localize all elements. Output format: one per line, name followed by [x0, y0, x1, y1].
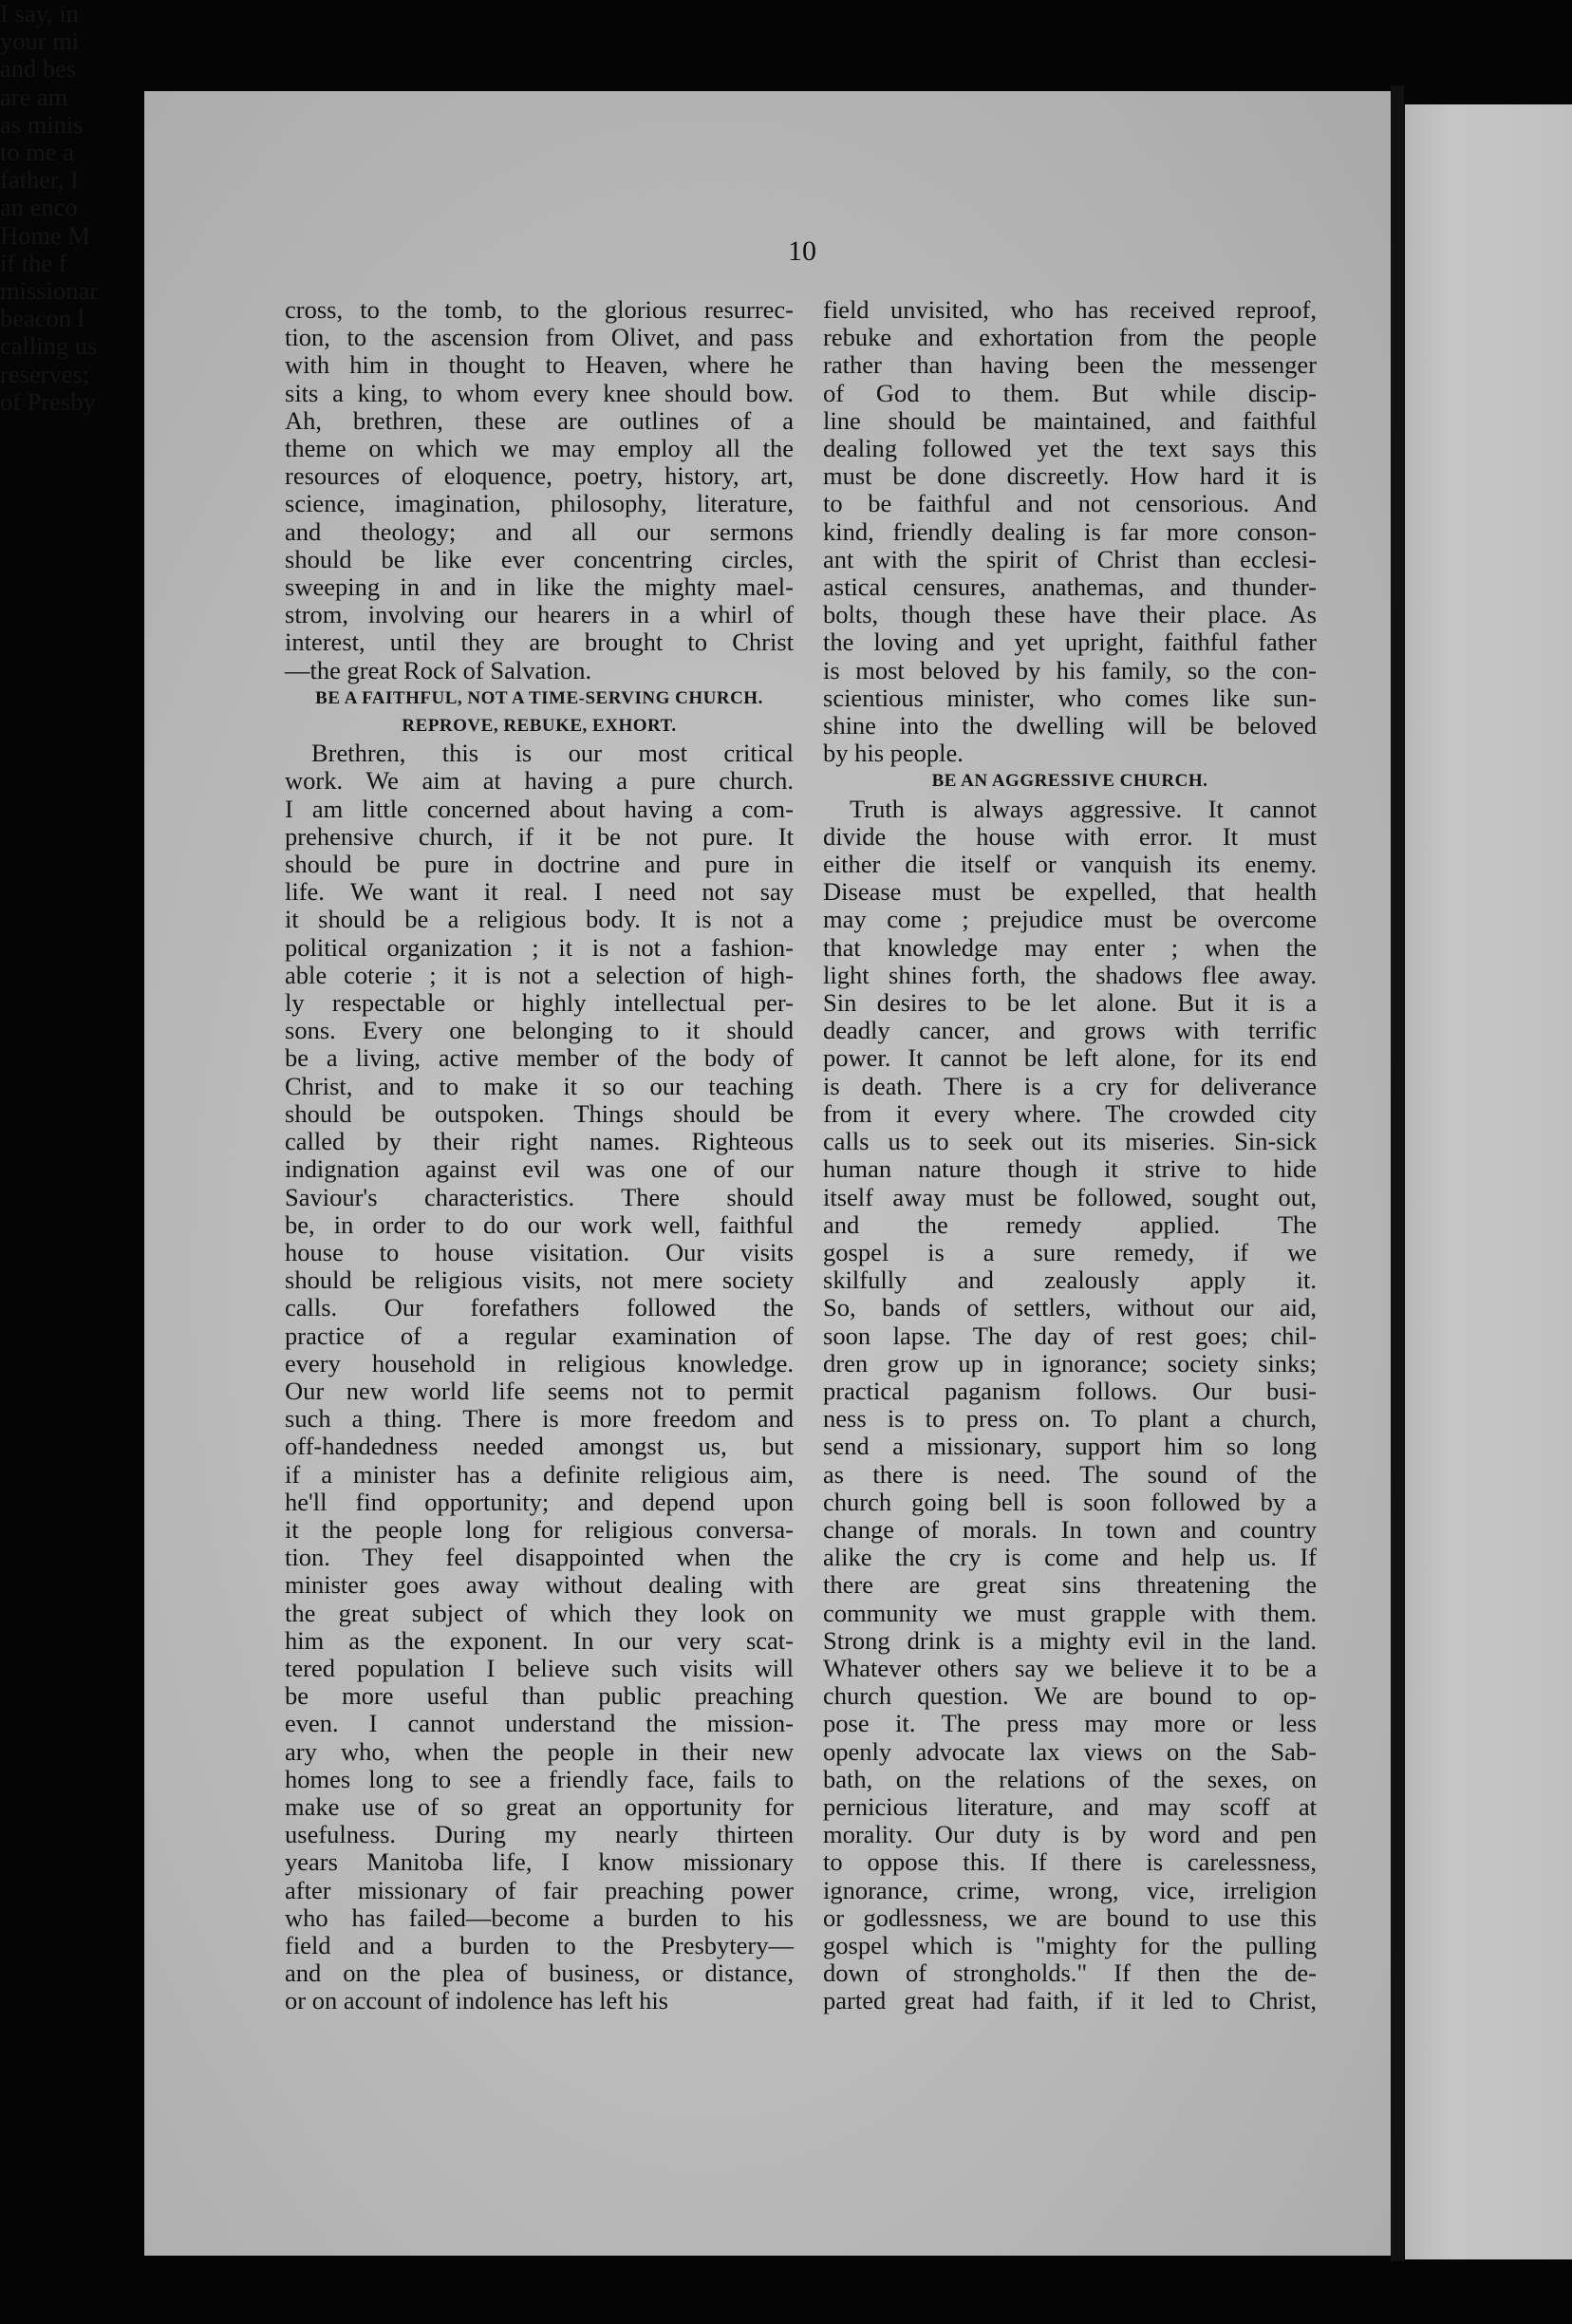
text-line: ignorance, crime, wrong, vice, irreligion [823, 1875, 1317, 1904]
text-line: with him in thought to Heaven, where he [285, 350, 794, 380]
text-line: as minis [0, 109, 84, 139]
text-line: there are great sins threatening the [823, 1570, 1317, 1600]
text-line: house to house visitation. Our visits [285, 1237, 794, 1266]
text-line: Christ, and to make it so our teaching [285, 1071, 794, 1100]
text-line: make use of so great an opportunity for [285, 1791, 794, 1821]
text-line: Home M [0, 220, 90, 250]
text-line: Our new world life seems not to permit [285, 1376, 794, 1405]
text-line: scientious minister, who comes like sun- [823, 683, 1317, 712]
text-line: should be religious visits, not mere society [285, 1265, 794, 1295]
text-line: pose it. The press may more or less [823, 1709, 1317, 1738]
middle-column [823, 296, 1317, 2015]
text-line: Strong drink is a mighty evil in the land. [823, 1625, 1317, 1655]
text-line: prehensive church, if it be not pure. It [285, 821, 794, 851]
text-line: Truth is always aggressive. It cannot [850, 794, 1317, 823]
text-line: bolts, though these have their place. As [823, 600, 1317, 629]
text-line: field unvisited, who has received reproof, [823, 295, 1317, 324]
text-line: tered population I believe such visits will [285, 1653, 794, 1682]
text-line: strom, involving our hearers in a whirl of [285, 600, 794, 629]
text-line: soon lapse. The day of rest goes; chil- [823, 1321, 1317, 1350]
text-line: light shines forth, the shadows flee away. [823, 960, 1317, 989]
text-line: may come ; prejudice must be overcome [823, 905, 1317, 934]
text-line: should be pure in doctrine and pure in [285, 850, 794, 879]
text-line: openly advocate lax views on the Sab- [823, 1736, 1317, 1766]
text-line: called by their right names. Righteous [285, 1127, 794, 1156]
text-line: sweeping in and in like the mighty mael- [285, 572, 794, 602]
text-line: missionar [0, 276, 99, 306]
text-line: community we must grapple with them. [823, 1598, 1317, 1627]
text-line: or on account of indolence has left his [285, 1986, 668, 2015]
text-line: practice of a regular examination of [285, 1321, 794, 1350]
text-line: who has failed—become a burden to his [285, 1902, 794, 1932]
text-line: and bes [0, 54, 77, 84]
text-line: ly respectable or highly intellectual per- [285, 988, 794, 1018]
text-line: theme on which we may employ all the [285, 434, 794, 463]
text-line: to oppose this. If there is carelessness, [823, 1847, 1317, 1877]
text-line: years Manitoba life, I know missionary [285, 1847, 794, 1877]
text-line: kind, friendly dealing is far more conson- [823, 516, 1317, 546]
text-line: is death. There is a cry for deliverance [823, 1071, 1317, 1100]
text-line: political organization ; it is not a fashion- [285, 932, 794, 962]
text-line: power. It cannot be left alone, for its end [823, 1043, 1317, 1073]
text-line: dren grow up in ignorance; society sinks; [823, 1348, 1317, 1378]
text-line: be a living, active member of the body of [285, 1043, 794, 1073]
text-line: are am [0, 82, 68, 111]
text-line: Disease must be expelled, that health [823, 877, 1317, 907]
text-line: even. I cannot understand the mission- [285, 1709, 794, 1738]
text-line: church question. We are bound to op- [823, 1681, 1317, 1711]
text-line: be more useful than public preaching [285, 1681, 794, 1711]
text-line: So, bands of settlers, without our aid, [823, 1293, 1317, 1322]
page-gutter [1391, 85, 1404, 2261]
text-line: it the people long for religious conversa- [285, 1514, 794, 1544]
text-line: change of morals. In town and country [823, 1514, 1317, 1544]
text-line: your mi [0, 27, 80, 56]
text-line: cross, to the tomb, to the glorious resurrec- [285, 295, 794, 324]
text-line: sits a king, to whom every knee should bow. [285, 378, 794, 407]
left-column [285, 296, 794, 2015]
text-line: shine into the dwelling will be beloved [823, 711, 1317, 740]
text-line: such a thing. There is more freedom and [285, 1404, 794, 1434]
text-line: father, I [0, 165, 79, 195]
text-line: interest, until they are brought to Christ [285, 628, 794, 657]
text-line: rather than having been the messenger [823, 350, 1317, 380]
text-line: —the great Rock of Salvation. [285, 655, 592, 684]
text-line: itself away must be followed, sought out, [823, 1182, 1317, 1211]
text-line: of God to them. But while discip- [823, 378, 1317, 407]
text-line: bath, on the relations of the sexes, on [823, 1764, 1317, 1793]
text-line: line should be maintained, and faithful [823, 405, 1317, 435]
text-line: that knowledge may enter ; when the [823, 932, 1317, 962]
text-line: field and a burden to the Presbytery— [285, 1930, 794, 1959]
text-line: by his people. [823, 739, 964, 768]
text-line: ness is to press on. To plant a church, [823, 1404, 1317, 1434]
section-heading: BE A FAITHFUL, NOT A TIME-SERVING CHURCH. [315, 687, 763, 708]
text-line: either die itself or vanquish its enemy. [823, 850, 1317, 879]
text-line: parted great had faith, if it led to Christ, [823, 1986, 1317, 2015]
text-line: alike the cry is come and help us. If [823, 1543, 1317, 1572]
text-line: calls us to seek out its miseries. Sin-sick [823, 1127, 1317, 1156]
text-line: church going bell is soon followed by a [823, 1487, 1317, 1516]
text-line: gospel is a sure remedy, if we [823, 1237, 1317, 1266]
text-line: of Presby [0, 386, 96, 416]
text-line: sons. Every one belonging to it should [285, 1016, 794, 1045]
facing-page [1405, 104, 1572, 2259]
text-line: tion, to the ascension from Olivet, and pass [285, 323, 794, 352]
text-line: human nature though it strive to hide [823, 1154, 1317, 1184]
text-line: able coterie ; it is not a selection of high- [285, 960, 794, 989]
text-line: I say, in [0, 0, 79, 28]
text-line: if a minister has a definite religious aim, [285, 1459, 794, 1489]
text-line: pernicious literature, and may scoff at [823, 1791, 1317, 1821]
text-line: resources of eloquence, poetry, history, art, [285, 461, 794, 491]
text-line: homes long to see a friendly face, fails to [285, 1764, 794, 1793]
text-line: is most beloved by his family, so the con- [823, 655, 1317, 684]
text-line: calling us [0, 331, 98, 361]
text-line: deadly cancer, and grows with terrific [823, 1016, 1317, 1045]
text-line: an enco [0, 193, 78, 222]
text-line: it should be a religious body. It is not a [285, 905, 794, 934]
text-line: I am little concerned about having a com- [285, 794, 794, 823]
page-number: 10 [788, 235, 816, 267]
text-line: if the f [0, 248, 67, 277]
text-line: work. We aim at having a pure church. [285, 766, 794, 796]
text-line: beacon l [0, 304, 85, 333]
text-line: him as the exponent. In our very scat- [285, 1625, 794, 1655]
text-line: tion. They feel disappointed when the [285, 1543, 794, 1572]
text-line: usefulness. During my nearly thirteen [285, 1820, 794, 1849]
text-line: ant with the spirit of Christ than ecclesi- [823, 544, 1317, 573]
text-line: should be outspoken. Things should be [285, 1098, 794, 1128]
text-line: Whatever others say we believe it to be a [823, 1653, 1317, 1682]
text-line: and the remedy applied. The [823, 1209, 1317, 1239]
text-line: skilfully and zealously apply it. [823, 1265, 1317, 1295]
text-line: to be faithful and not censorious. And [823, 489, 1317, 518]
text-line: calls. Our forefathers followed the [285, 1293, 794, 1322]
text-line: after missionary of fair preaching power [285, 1875, 794, 1904]
section-heading: BE AN AGGRESSIVE CHURCH. [931, 771, 1208, 792]
text-line: Saviour's characteristics. There should [285, 1182, 794, 1211]
text-line: reserves; [0, 359, 90, 388]
text-line: be, in order to do our work well, faithful [285, 1209, 794, 1239]
text-line: divide the house with error. It must [823, 821, 1317, 851]
text-line: Brethren, this is our most critical [311, 739, 794, 768]
text-line: every household in religious knowledge. [285, 1348, 794, 1378]
text-line: or godlessness, we are bound to use this [823, 1902, 1317, 1932]
text-line: rebuke and exhortation from the people [823, 323, 1317, 352]
text-line: life. We want it real. I need not say [285, 877, 794, 907]
text-line: ary who, when the people in their new [285, 1736, 794, 1766]
text-line: from it every where. The crowded city [823, 1098, 1317, 1128]
text-line: science, imagination, philosophy, literature, [285, 489, 794, 518]
text-line: must be done discreetly. How hard it is [823, 461, 1317, 491]
text-line: as there is need. The sound of the [823, 1459, 1317, 1489]
text-line: Ah, brethren, these are outlines of a [285, 405, 794, 435]
text-line: morality. Our duty is by word and pen [823, 1820, 1317, 1849]
text-line: should be like ever concentring circles, [285, 544, 794, 573]
text-line: the loving and yet upright, faithful father [823, 628, 1317, 657]
text-line: send a missionary, support him so long [823, 1432, 1317, 1461]
text-line: practical paganism follows. Our busi- [823, 1376, 1317, 1405]
text-line: he'll find opportunity; and depend upon [285, 1487, 794, 1516]
text-line: and on the plea of business, or distance, [285, 1959, 794, 1988]
text-line: the great subject of which they look on [285, 1598, 794, 1627]
text-line: astical censures, anathemas, and thunder- [823, 572, 1317, 602]
text-line: minister goes away without dealing with [285, 1570, 794, 1600]
section-heading: REPROVE, REBUKE, EXHORT. [402, 716, 677, 737]
text-line: to me a [0, 138, 74, 167]
text-line: Sin desires to be let alone. But it is a [823, 988, 1317, 1018]
text-line: down of strongholds." If then the de- [823, 1959, 1317, 1988]
text-line: dealing followed yet the text says this [823, 434, 1317, 463]
facing-page-column [0, 0, 114, 416]
text-line: gospel which is "mighty for the pulling [823, 1930, 1317, 1959]
text-line: and theology; and all our sermons [285, 516, 794, 546]
text-line: off-handedness needed amongst us, but [285, 1432, 794, 1461]
text-line: indignation against evil was one of our [285, 1154, 794, 1184]
